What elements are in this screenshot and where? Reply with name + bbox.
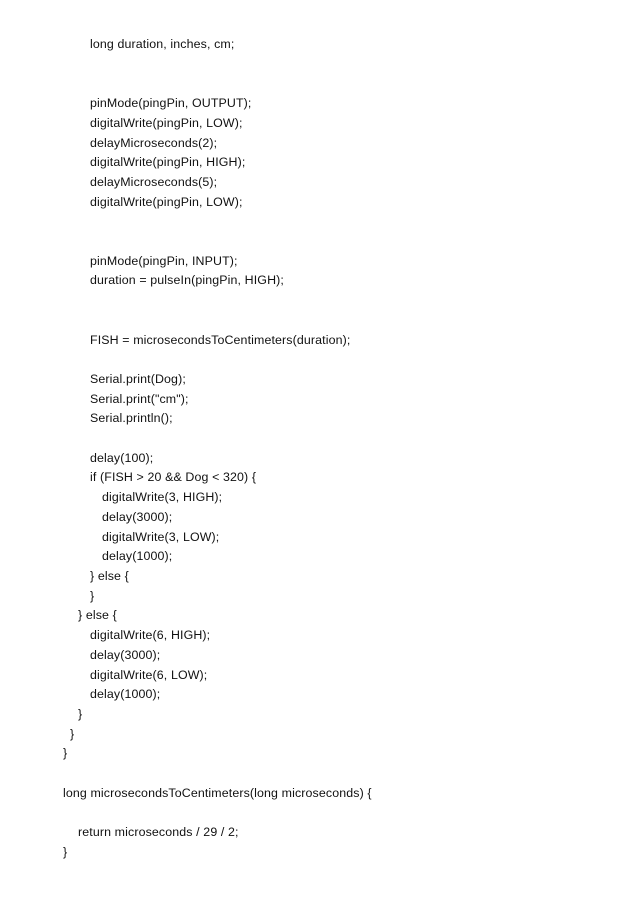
code-blank-line <box>0 803 626 823</box>
code-line: FISH = microsecondsToCentimeters(duration); <box>90 332 351 347</box>
code-blank-line <box>0 764 626 784</box>
code-line: } else { <box>90 568 129 583</box>
code-line: digitalWrite(3, LOW); <box>102 529 220 544</box>
code-blank-line <box>0 291 626 311</box>
code-line: digitalWrite(pingPin, LOW); <box>90 194 243 209</box>
code-line: return microseconds / 29 / 2; <box>78 825 239 840</box>
code-line: pinMode(pingPin, INPUT); <box>90 253 238 268</box>
code-line: digitalWrite(pingPin, HIGH); <box>90 155 246 170</box>
code-blank-line <box>0 350 626 370</box>
code-line: } <box>63 844 68 859</box>
code-line: duration = pulseIn(pingPin, HIGH); <box>90 273 284 288</box>
code-line: pinMode(pingPin, OUTPUT); <box>90 96 252 111</box>
code-line: long microsecondsToCentimeters(long microseconds) { <box>63 785 372 800</box>
code-blank-line <box>0 232 626 252</box>
code-line: } <box>63 746 68 761</box>
code-line: delay(3000); <box>90 647 161 662</box>
code-line: delay(1000); <box>102 549 173 564</box>
code-line: digitalWrite(3, HIGH); <box>102 490 223 505</box>
code-line: Serial.println(); <box>90 411 173 426</box>
code-line: delay(1000); <box>90 687 161 702</box>
code-blank-line <box>0 311 626 331</box>
code-blank-line <box>0 212 626 232</box>
code-blank-line <box>0 74 626 94</box>
code-line: delay(3000); <box>102 509 173 524</box>
code-line: } <box>70 726 75 741</box>
code-line: } <box>78 706 83 721</box>
code-line: digitalWrite(6, LOW); <box>90 667 208 682</box>
code-line: } else { <box>78 608 117 623</box>
code-listing <box>0 13 626 863</box>
code-line: } <box>90 588 95 603</box>
code-line: delayMicroseconds(2); <box>90 135 218 150</box>
code-line: if (FISH > 20 && Dog < 320) { <box>90 470 257 485</box>
code-line: digitalWrite(pingPin, LOW); <box>90 115 243 130</box>
code-line: delay(100); <box>90 450 154 465</box>
code-line: digitalWrite(6, HIGH); <box>90 628 211 643</box>
code-blank-line <box>0 429 626 449</box>
code-line: delayMicroseconds(5); <box>90 174 218 189</box>
code-line: long duration, inches, cm; <box>90 37 235 51</box>
code-line: Serial.print(Dog); <box>90 371 186 386</box>
code-line: Serial.print("cm"); <box>90 391 189 406</box>
code-blank-line <box>0 55 626 75</box>
